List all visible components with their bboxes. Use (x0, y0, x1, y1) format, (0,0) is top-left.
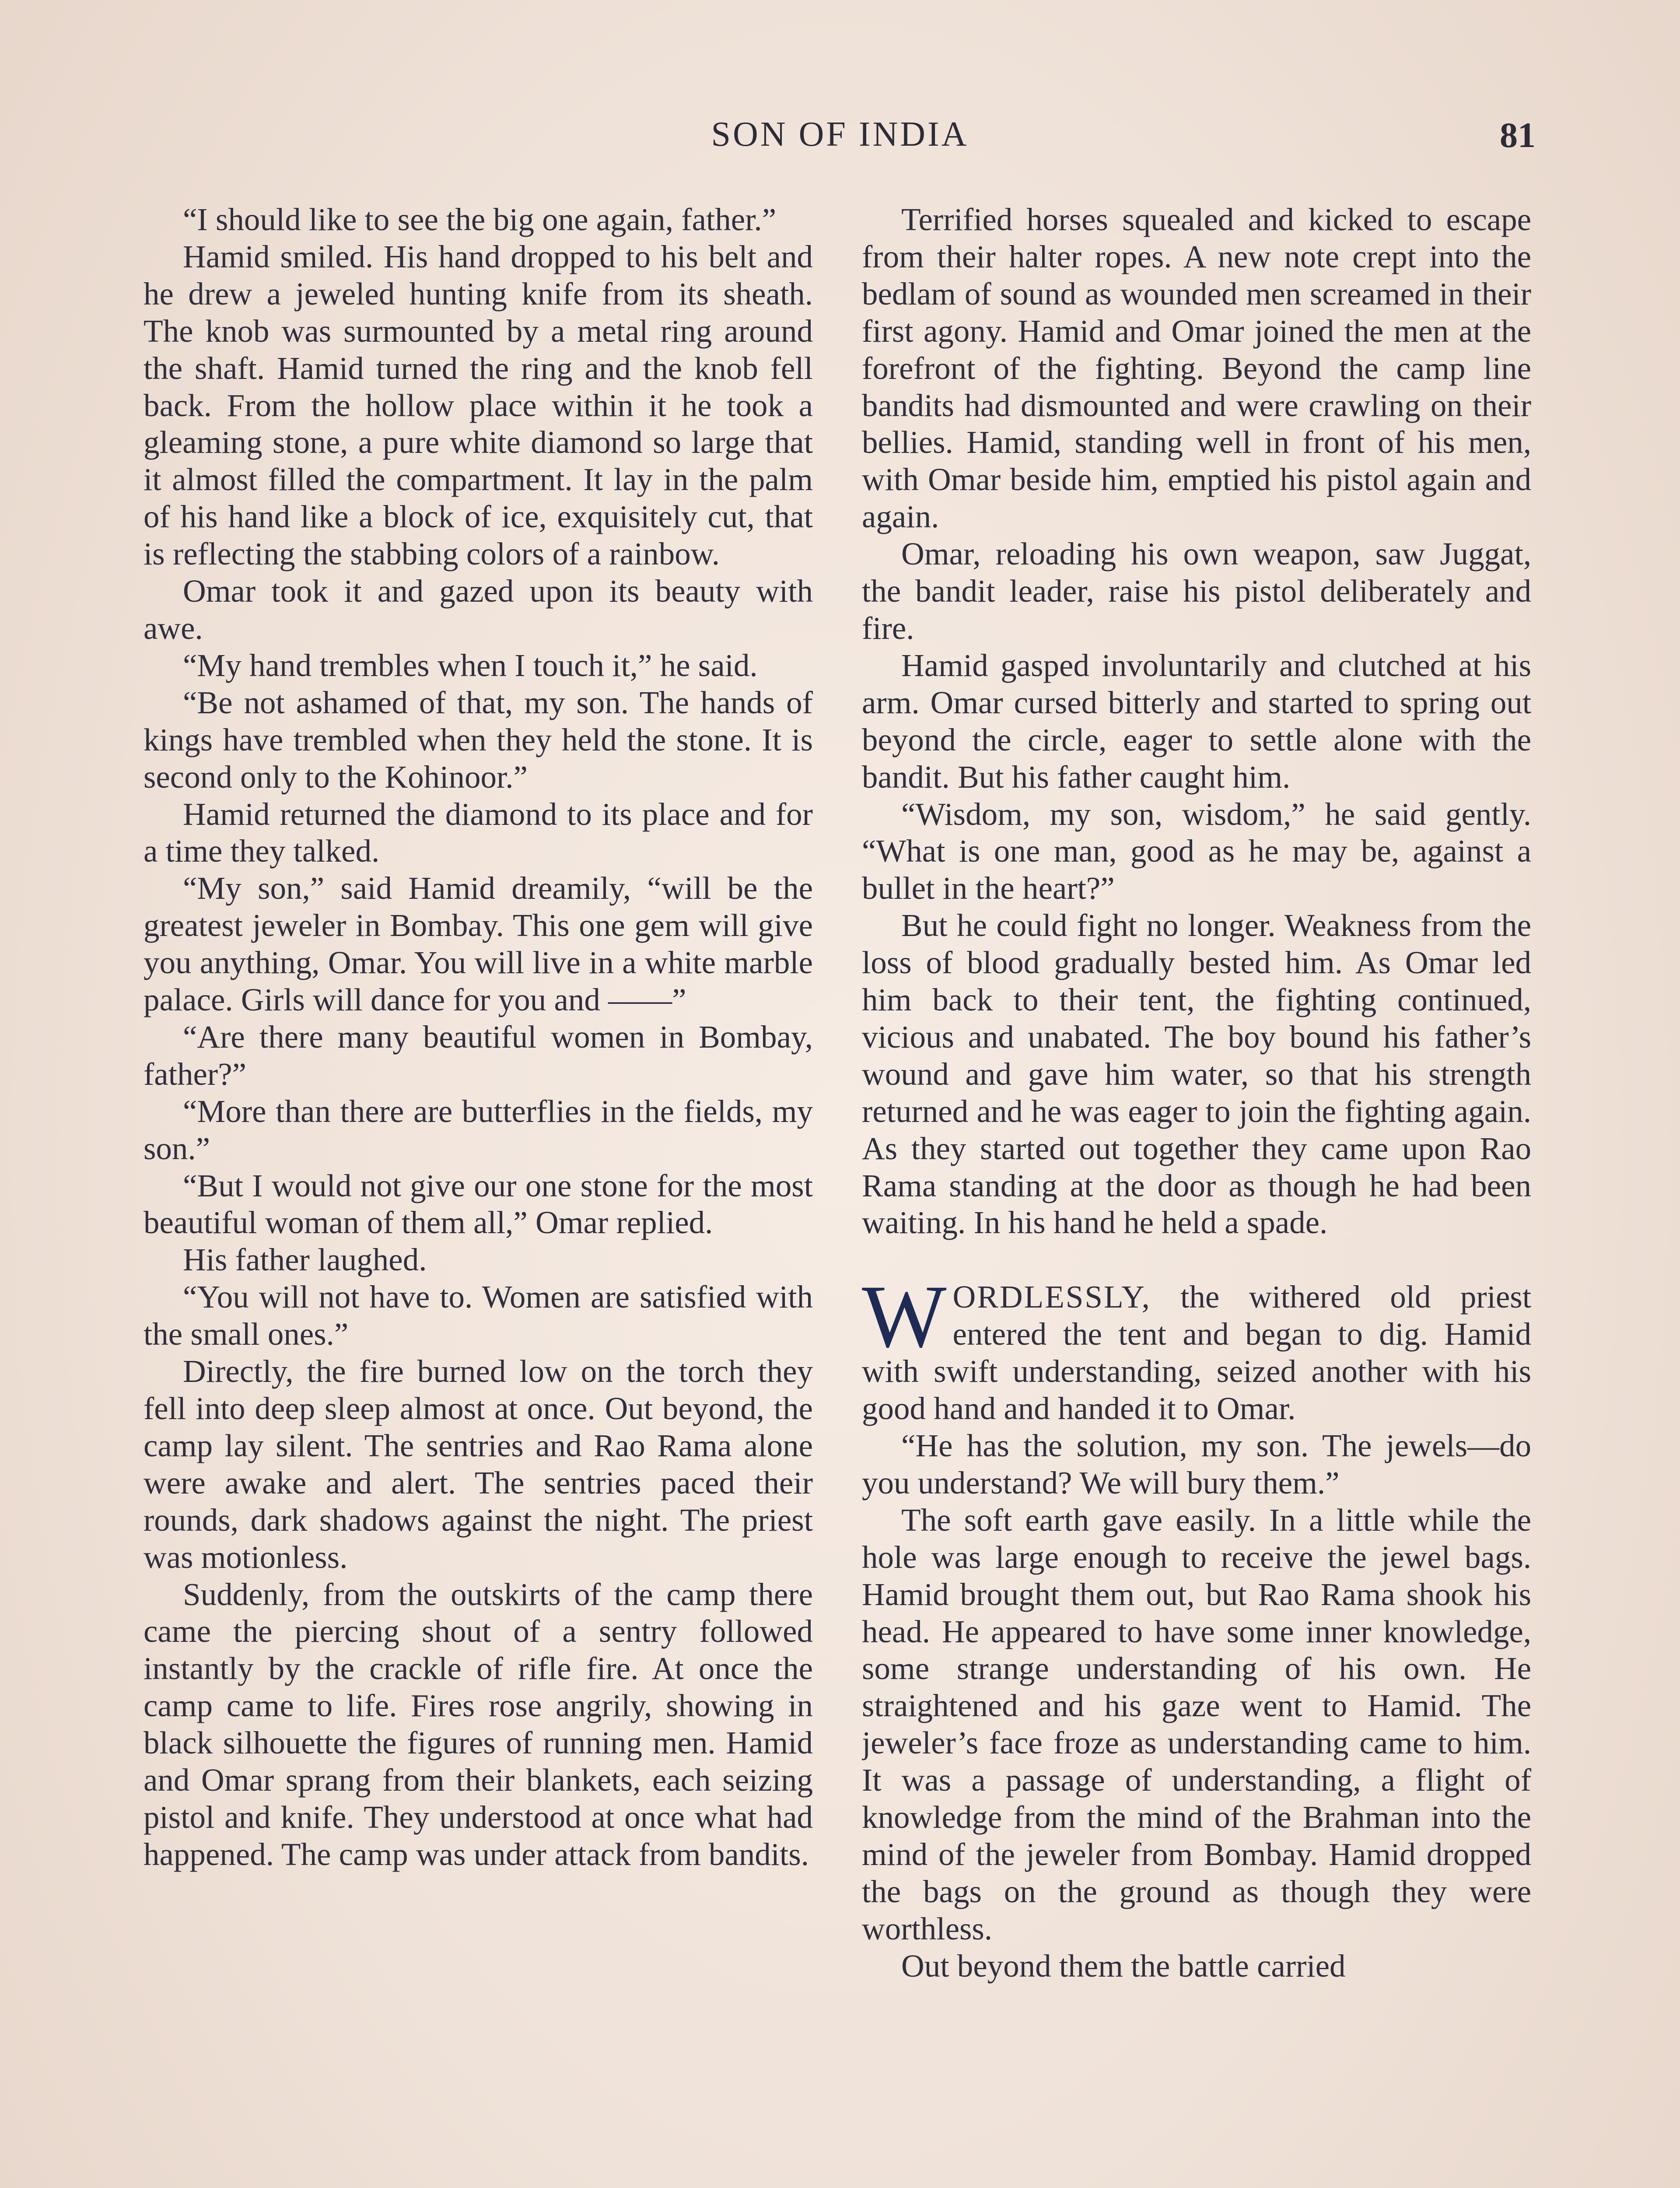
paragraph: Hamid returned the diamond to its place and for a time they talked. (144, 796, 813, 869)
paragraph: Suddenly, from the outskirts of the camp there came the piercing shout of a sentry followed instantly by the crackle of rifle fire. At once the camp came to life. Fires rose angrily, showing in black silhouette the figures of running men. Hamid and Omar sprang from their blankets, each seizing pistol and knife. They understood at once what had happened. The camp was under attack from bandits. (144, 1576, 813, 1872)
paragraph: Directly, the fire burned low on the torch they fell into deep sleep almost at once. Out beyond, the camp lay silent. The sentries and Rao Rama alone were awake and alert. The sentries paced their rounds, dark shadows against the night. The priest was motionless. (144, 1353, 813, 1575)
paragraph: “I should like to see the big one again, father.” (183, 202, 777, 237)
paragraph: “Are there many beautiful women in Bombay, father?” (144, 1019, 813, 1092)
paragraph: “He has the solution, my son. The jewels—do you understand? We will bury them.” (862, 1428, 1531, 1501)
dropcap-paragraph (862, 1267, 1531, 1427)
paragraph: His father laughed. (183, 1242, 427, 1278)
paragraph: “But I would not give our one stone for the most beautiful woman of them all,” Omar replied. (144, 1168, 813, 1241)
paragraph: “More than there are butterflies in the fields, my son.” (144, 1093, 813, 1166)
dropcap-letter: W (862, 1267, 947, 1367)
paragraph: But he could fight no longer. Weakness from the loss of blood gradually bested him. As Omar led him back to their tent, the fighting continued, vicious and unabated. The boy bound his father’s wound and gave him water, so that his strength returned and he was eager to join the fighting again. As they started out together they came upon Rao Rama standing at the door as though he had been waiting. In his hand he held a spade. (862, 908, 1531, 1241)
paragraph: Hamid smiled. His hand dropped to his belt and he drew a jeweled hunting knife from its sheath. The knob was surmounted by a metal ring around the shaft. Hamid turned the ring and the knob fell back. From the hollow place within it he took a gleaming stone, a pure white diamond so large that it almost filled the compartment. It lay in the palm of his hand like a block of ice, exquisitely cut, that is reflecting the stabbing colors of a rainbow. (144, 238, 813, 572)
page-number: 81 (1500, 115, 1536, 155)
paragraph: “My son,” said Hamid dreamily, “will be the greatest jeweler in Bombay. This one gem will give you anything, Omar. You will live in a white marble palace. Girls will dance for you and ——” (144, 870, 813, 1018)
right-column (862, 201, 1531, 2188)
running-title: SON OF INDIA (711, 115, 969, 154)
dropcap-lead-word: ORDLESSLY, (952, 1279, 1151, 1315)
paragraph: “My hand trembles when I touch it,” he said. (183, 647, 758, 683)
left-column (144, 201, 813, 2188)
paragraph: Omar took it and gazed upon its beauty with awe. (144, 573, 813, 646)
paragraph: “Be not ashamed of that, my son. The hands of kings have trembled when they held the stone. It is second only to the Kohinoor.” (144, 684, 813, 795)
dropcap-text: the withered old priest entered the tent and began to dig. Hamid with swift understanding, seized another with his good hand and handed it to Omar. (862, 1279, 1531, 1427)
paragraph: Omar, reloading his own weapon, saw Juggat, the bandit leader, raise his pistol deliberately and fire. (862, 536, 1531, 646)
page-header (0, 115, 1680, 167)
paragraph: Hamid gasped involuntarily and clutched at his arm. Omar cursed bitterly and started to spring out beyond the circle, eager to settle alone with the bandit. But his father caught him. (862, 647, 1531, 795)
paragraph: The soft earth gave easily. In a little while the hole was large enough to receive the jewel bags. Hamid brought them out, but Rao Rama shook his head. He appeared to have some inner knowledge, some strange understanding of his own. He straightened and his gaze went to Hamid. The jeweler’s face froze as understanding came to him. It was a passage of understanding, a flight of knowledge from the mind of the Brahman into the mind of the jeweler from Bombay. Hamid dropped the bags on the ground as though they were worthless. (862, 1502, 1531, 1946)
paragraph: “You will not have to. Women are satisfied with the small ones.” (144, 1279, 813, 1352)
section-break (862, 1241, 1531, 1279)
paragraph: “Wisdom, my son, wisdom,” he said gently. “What is one man, good as he may be, against a bullet in the heart?” (862, 796, 1531, 906)
paragraph: Terrified horses squealed and kicked to escape from their halter ropes. A new note crept into the bedlam of sound as wounded men screamed in their first agony. Hamid and Omar joined the men at the forefront of the fighting. Beyond the camp line bandits had dismounted and were crawling on their bellies. Hamid, standing well in front of his men, with Omar beside him, emptied his pistol again and again. (862, 202, 1531, 535)
paragraph: Out beyond them the battle carried (901, 1948, 1346, 1984)
